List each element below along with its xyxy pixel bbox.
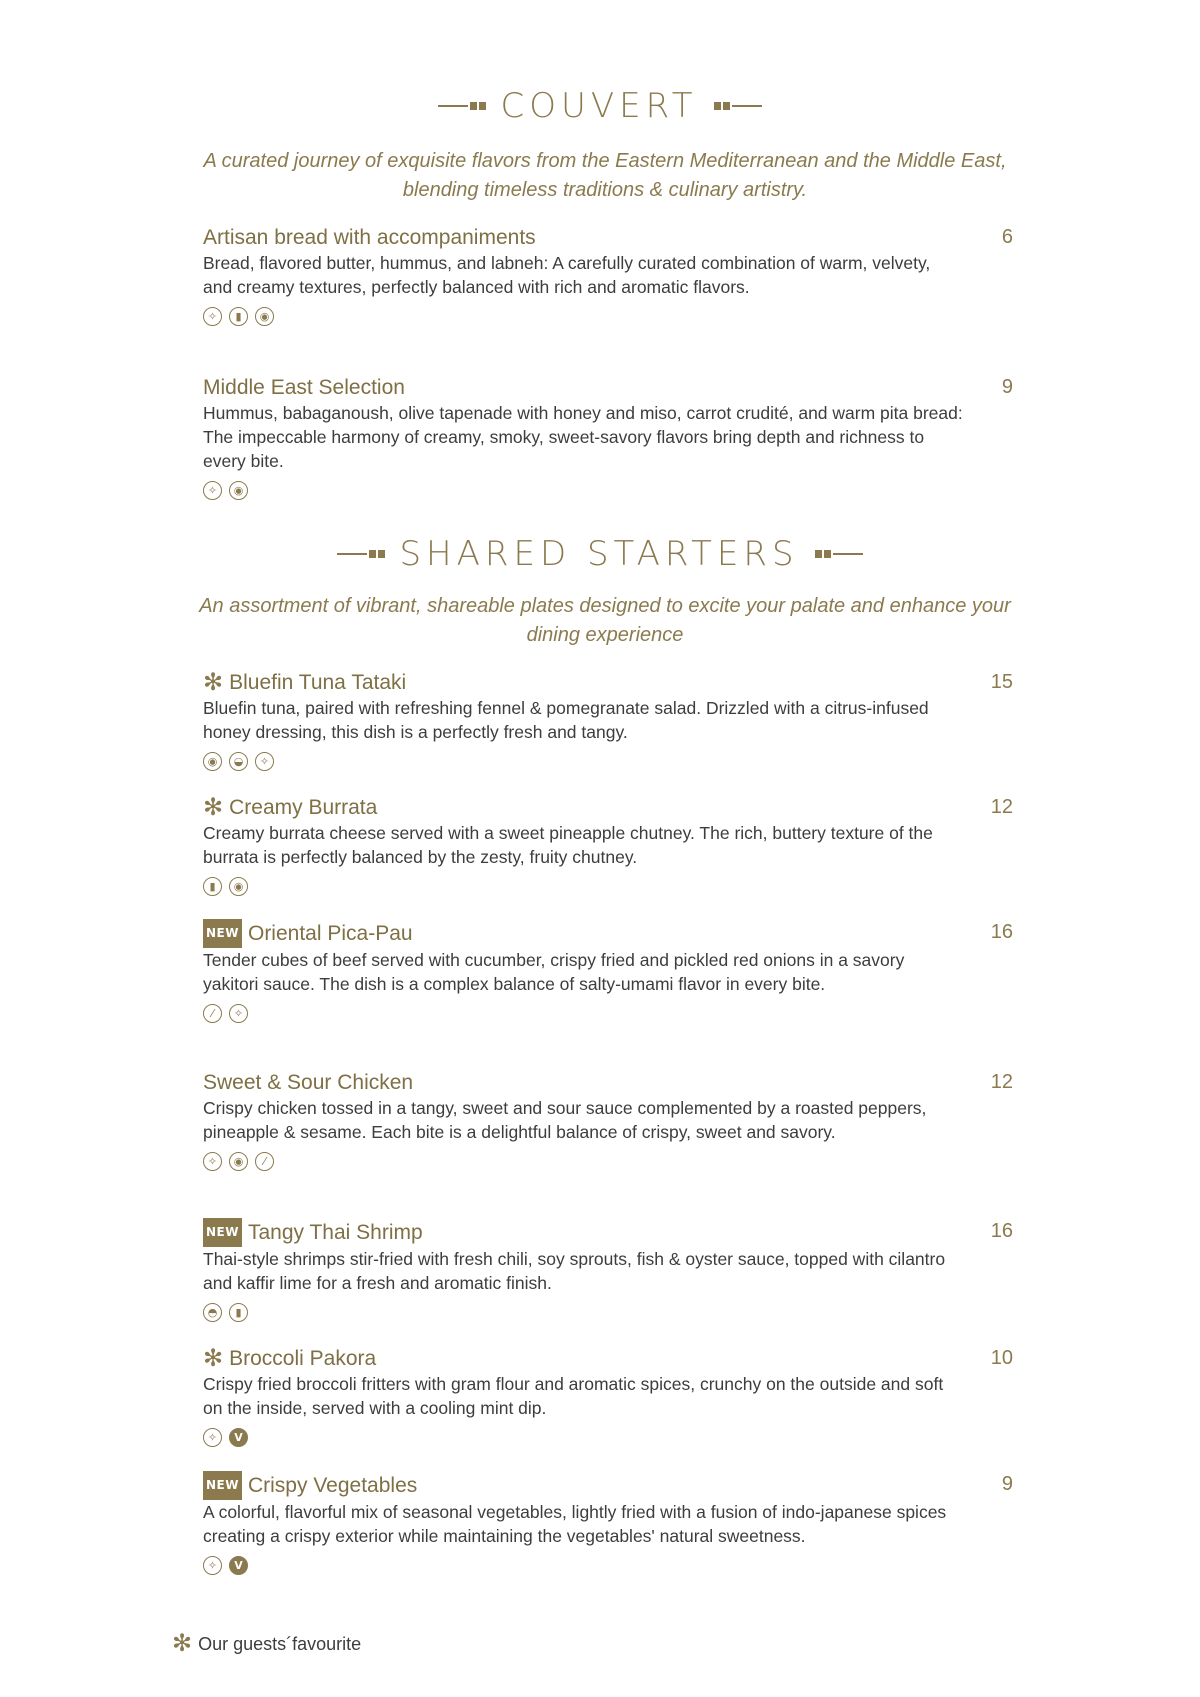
item-description: Tender cubes of beef served with cucumber, crispy fried and pickled red onions in a savory yakitori sauce. The dish is a complex balance of salty-umami flavor in every bite.	[203, 950, 905, 994]
nuts-icon: ◉	[229, 877, 248, 896]
starters-title: SHARED STARTERS	[399, 534, 799, 574]
favourite-footnote	[172, 1632, 361, 1656]
item-price: 12	[990, 1071, 1013, 1093]
starters-subtitle: An assortment of vibrant, shareable plates designed to excite your palate and enhance your dining experience	[199, 595, 1011, 646]
couvert-header	[0, 86, 1200, 126]
vegetarian-icon: V	[229, 1556, 248, 1575]
allergen-icons	[203, 1004, 1013, 1023]
favourite-icon: ✻	[203, 668, 224, 696]
gluten-icon: ✧	[203, 1428, 222, 1447]
item-name-row	[203, 919, 1013, 948]
item-price: 16	[990, 921, 1013, 943]
allergen-icons	[203, 481, 1013, 500]
item-description: A colorful, flavorful mix of seasonal vegetables, lightly fried with a fusion of indo-japanese spices creating a crispy exterior while maintaining the vegetables' natural sweetness.	[203, 1502, 947, 1546]
menu-item	[203, 794, 1013, 896]
item-price: 12	[990, 796, 1013, 818]
menu-item	[203, 1345, 1013, 1447]
sesame-icon: ⁄	[255, 1152, 274, 1171]
footnote-text: Our guests´favourite	[198, 1633, 362, 1654]
item-name-row	[203, 1471, 1013, 1500]
gluten-icon: ✧	[203, 307, 222, 326]
header-ornament-left	[438, 102, 486, 110]
sesame-icon: ⁄	[203, 1004, 222, 1023]
allergen-icons	[203, 877, 1013, 896]
item-name: Creamy Burrata	[229, 796, 378, 819]
item-description: Hummus, babaganoush, olive tapenade with honey and miso, carrot crudité, and warm pita bread: The impeccable harmony of creamy, smoky, sweet-savory flavors bring depth and richness to every bite.	[203, 403, 963, 471]
item-name: Broccoli Pakora	[229, 1347, 377, 1370]
nuts-icon: ◉	[255, 307, 274, 326]
item-name: Oriental Pica-Pau	[247, 922, 413, 945]
fish-icon: ◒	[229, 752, 248, 771]
allergen-icons	[203, 1556, 1013, 1575]
header-ornament-right	[712, 102, 762, 110]
item-name-row	[203, 224, 1013, 251]
favourite-icon: ✻	[172, 1630, 193, 1657]
crustacean-icon: ◓	[203, 1303, 222, 1322]
item-name: Bluefin Tuna Tataki	[229, 671, 407, 694]
milk-icon: ▮	[229, 307, 248, 326]
item-price: 9	[1001, 376, 1013, 398]
couvert-subtitle: A curated journey of exquisite flavors from the Eastern Mediterranean and the Middle East, blending timeless traditions & culinary artistry.	[203, 150, 1007, 201]
item-name: Middle East Selection	[203, 376, 405, 399]
item-description: Thai-style shrimps stir-fried with fresh chili, soy sprouts, fish & oyster sauce, topped with cilantro and kaffir lime for a fresh and aromatic finish.	[203, 1249, 946, 1293]
new-badge: NEW	[203, 1471, 242, 1500]
item-name-row	[203, 1069, 1013, 1096]
nuts-icon: ◉	[203, 752, 222, 771]
menu-item	[203, 919, 1013, 1023]
item-name: Crispy Vegetables	[247, 1474, 418, 1497]
item-description: Crispy chicken tossed in a tangy, sweet and sour sauce complemented by a roasted peppers, pineapple & sesame. Each bite is a delightful balance of crispy, sweet and savory.	[203, 1098, 927, 1142]
item-name-row	[203, 669, 1013, 696]
allergen-icons	[203, 1152, 1013, 1171]
milk-icon: ▮	[203, 877, 222, 896]
allergen-icons	[203, 307, 1013, 326]
nuts-icon: ◉	[229, 1152, 248, 1171]
header-ornament-left	[337, 550, 385, 558]
item-description: Crispy fried broccoli fritters with gram flour and aromatic spices, crunchy on the outside and soft on the inside, served with a cooling mint dip.	[203, 1374, 944, 1418]
allergen-icons	[203, 1428, 1013, 1447]
vegetarian-icon: V	[229, 1428, 248, 1447]
gluten-icon: ✧	[229, 1004, 248, 1023]
gluten-icon: ✧	[203, 1152, 222, 1171]
favourite-icon: ✻	[203, 1344, 224, 1372]
menu-item	[203, 1218, 1013, 1322]
menu-item	[203, 374, 1013, 500]
item-description: Bread, flavored butter, hummus, and labneh: A carefully curated combination of warm, velvety, and creamy textures, perfectly balanced with rich and aromatic flavors.	[203, 253, 931, 297]
item-name-row	[203, 794, 1013, 821]
item-price: 15	[990, 671, 1013, 693]
item-price: 16	[990, 1220, 1013, 1242]
item-name-row	[203, 1345, 1013, 1372]
header-ornament-right	[813, 550, 863, 558]
gluten-icon: ✧	[203, 481, 222, 500]
new-badge: NEW	[203, 1218, 242, 1247]
favourite-icon: ✻	[203, 793, 224, 821]
item-price: 10	[990, 1347, 1013, 1369]
nuts-icon: ◉	[229, 481, 248, 500]
menu-item	[203, 1069, 1013, 1171]
menu-item	[203, 224, 1013, 326]
item-name-row	[203, 374, 1013, 401]
item-name: Artisan bread with accompaniments	[203, 226, 536, 249]
allergen-icons	[203, 752, 1013, 771]
couvert-title: COUVERT	[500, 86, 698, 126]
item-name: Tangy Thai Shrimp	[247, 1221, 423, 1244]
item-name-row	[203, 1218, 1013, 1247]
item-price: 9	[1001, 1473, 1013, 1495]
menu-item	[203, 669, 1013, 771]
menu-item	[203, 1471, 1013, 1575]
gluten-icon: ✧	[255, 752, 274, 771]
allergen-icons	[203, 1303, 1013, 1322]
item-description: Creamy burrata cheese served with a sweet pineapple chutney. The rich, buttery texture of the burrata is perfectly balanced by the zesty, fruity chutney.	[203, 823, 933, 867]
milk-icon: ▮	[229, 1303, 248, 1322]
item-price: 6	[1001, 226, 1013, 248]
new-badge: NEW	[203, 919, 242, 948]
starters-header	[0, 534, 1200, 574]
item-description: Bluefin tuna, paired with refreshing fennel & pomegranate salad. Drizzled with a citrus-infused honey dressing, this dish is a perfectly fresh and tangy.	[203, 698, 929, 742]
item-name: Sweet & Sour Chicken	[203, 1071, 414, 1094]
gluten-icon: ✧	[203, 1556, 222, 1575]
